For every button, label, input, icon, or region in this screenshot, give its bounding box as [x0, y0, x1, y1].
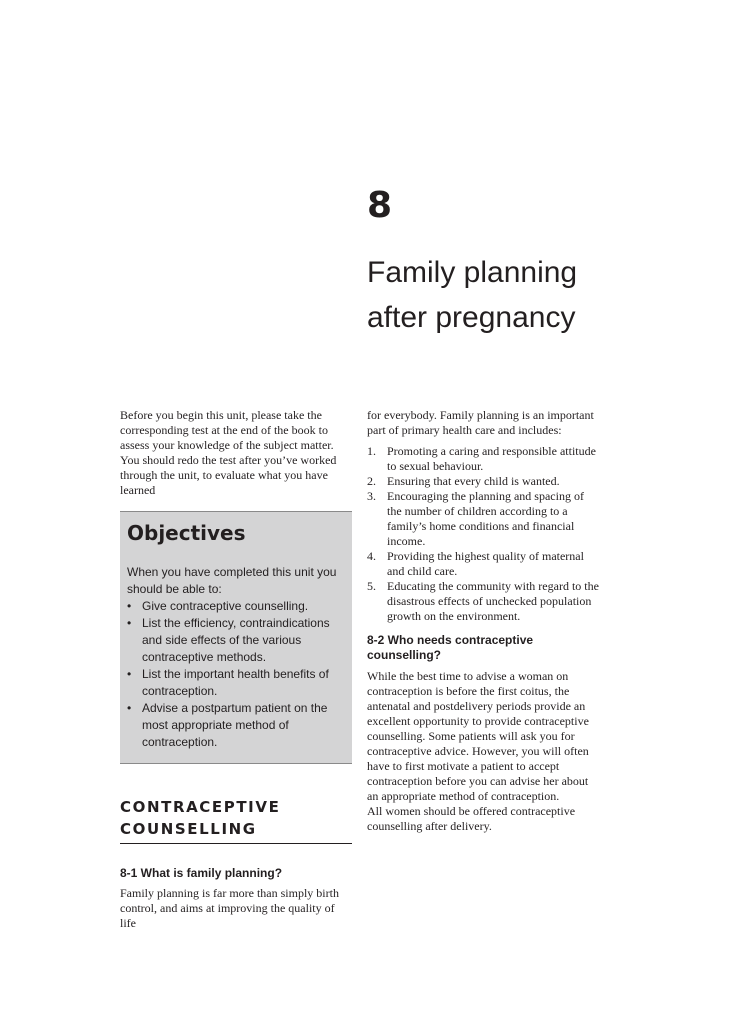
right-column — [367, 408, 599, 834]
section-heading-line-1: CONTRACEPTIVE — [120, 798, 281, 816]
subheading-who-needs-counselling: 8-2 Who needs contraceptive counselling? — [367, 633, 534, 662]
list-item — [367, 579, 599, 624]
list-text: Encouraging the planning and spacing of the number of children according to a family’s home conditions and financial income. — [387, 489, 584, 548]
objective-text: List the efficiency, contraindications and side effects of the various contraceptive methods. — [142, 616, 330, 664]
objective-item — [127, 598, 344, 615]
list-number: 4. — [367, 549, 376, 563]
bullet-icon: • — [127, 616, 132, 630]
objective-item — [127, 700, 344, 751]
list-text: Ensuring that every child is wanted. — [387, 474, 560, 488]
section-heading-line-2: COUNSELLING — [120, 820, 257, 838]
counselling-paragraph-2: All women should be offered contraceptive counselling after delivery. — [367, 804, 576, 833]
objectives-list — [127, 598, 344, 751]
objective-text: List the important health benefits of contraception. — [142, 667, 329, 698]
list-text: Providing the highest quality of maternal and child care. — [387, 549, 584, 578]
objective-item — [127, 615, 344, 666]
family-planning-paragraph: Family planning is far more than simply birth control, and aims at improving the quality of life — [120, 886, 339, 930]
family-planning-list — [367, 444, 599, 624]
section-heading — [120, 796, 352, 844]
bullet-icon: • — [127, 701, 132, 715]
chapter-title-line-2: after pregnancy — [367, 301, 576, 334]
objectives-heading: Objectives — [127, 521, 246, 545]
list-item — [367, 444, 599, 474]
list-item — [367, 549, 599, 579]
chapter-number: 8 — [367, 185, 393, 226]
bullet-icon: • — [127, 599, 132, 613]
objective-item — [127, 666, 344, 700]
list-item — [367, 489, 599, 549]
list-number: 1. — [367, 444, 376, 458]
list-text: Educating the community with regard to the disastrous effects of unchecked population growth on the environment. — [387, 579, 599, 623]
objectives-intro: When you have completed this unit you should be able to: — [127, 565, 337, 596]
list-text: Promoting a caring and responsible attitude to sexual behaviour. — [387, 444, 596, 473]
list-item — [367, 474, 599, 489]
objectives-box — [120, 511, 352, 764]
list-number: 3. — [367, 489, 376, 503]
bullet-icon: • — [127, 667, 132, 681]
family-planning-paragraph-continued: for everybody. Family planning is an important part of primary health care and includes: — [367, 408, 594, 437]
objective-text: Give contraceptive counselling. — [142, 599, 309, 613]
objective-text: Advise a postpartum patient on the most appropriate method of contraception. — [142, 701, 328, 749]
chapter-title-line-1: Family planning — [367, 256, 578, 289]
subheading-what-is-family-planning: 8-1 What is family planning? — [120, 866, 283, 880]
left-column — [120, 408, 352, 931]
list-number: 2. — [367, 474, 376, 488]
chapter-title — [367, 250, 707, 340]
list-number: 5. — [367, 579, 376, 593]
counselling-paragraph: While the best time to advise a woman on contraception is before the first coitus, the antenatal and postdelivery periods provide an excellent opportunity to provide contraceptive counselling. Some patients will ask you for contraceptive advice. However, you will often have to first motivate a patient to accept contraception before you can advise her about an appropriate method of contraception. — [367, 669, 589, 803]
intro-paragraph: Before you begin this unit, please take the corresponding test at the end of the book to assess your knowledge of the subject matter. You should redo the test after you’ve worked through the unit, to evaluate what you have learned — [120, 408, 337, 497]
